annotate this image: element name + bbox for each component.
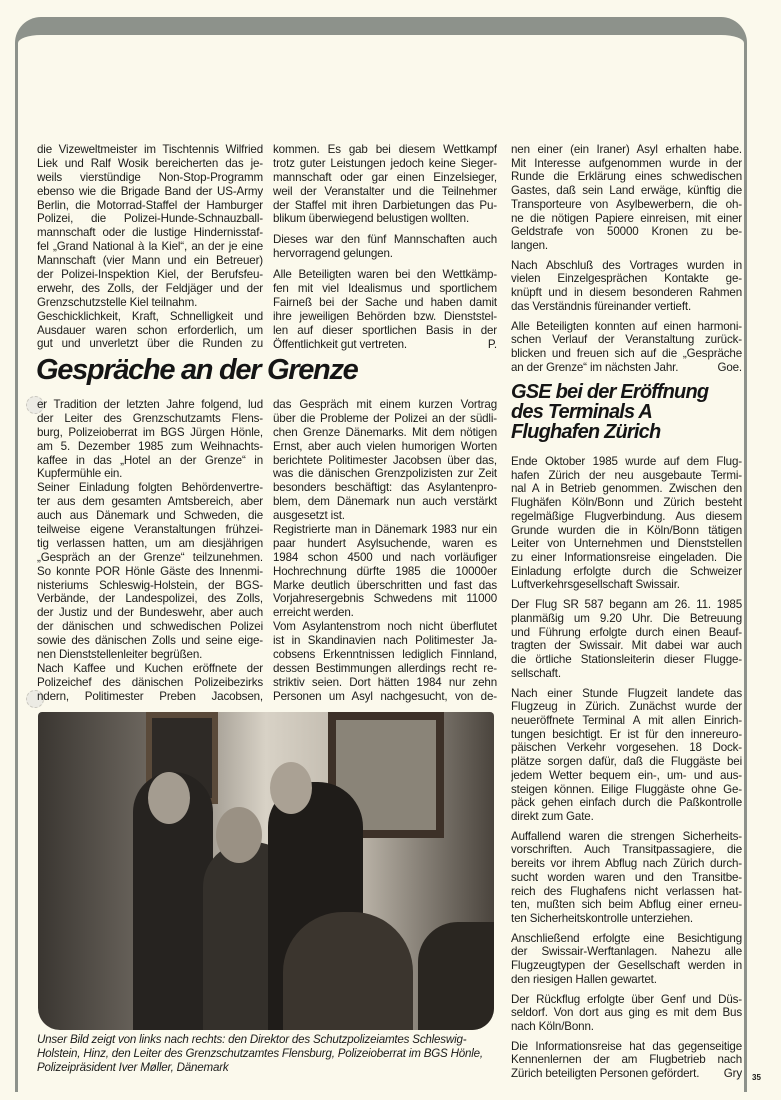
- text-line: paar hundert Asylsuchende, waren es: [273, 536, 497, 550]
- text-line: Gastes, daß sein Land erwäge, künftig die: [511, 184, 742, 198]
- text-line-content: Zürich beteiligten Personen gefördert.: [511, 1067, 700, 1081]
- text-line: Dieses war den fünf Mannschaften auch: [273, 233, 497, 247]
- text-line: Geschicklichkeit, Kraft, Schnelligkeit und: [37, 309, 263, 323]
- text-line: ten, mußten sich beim Abflug einer erneu-: [511, 898, 742, 912]
- text-line: was die dänischen Grenzpolizisten zur Zeit: [273, 467, 497, 481]
- text-line: [273, 338, 497, 352]
- text-line: regelmäßige Flugverbindung. Aus diesem: [511, 509, 742, 523]
- text-line: ter aus dem gesamten Amtsbereich, aber: [37, 495, 263, 509]
- text-line: vorschriften. Auch Transitpassagiere, die: [511, 843, 742, 857]
- text-line: tragten der Swissair. Mit dabei war auch: [511, 639, 742, 653]
- text-line: den riesigen Hallen gewartet.: [511, 972, 657, 986]
- text-line: cobsens Erkenntnissen lediglich Finnland,: [273, 648, 497, 662]
- text-line: ist in Skandinavien nach Politimester Ja-: [273, 634, 497, 648]
- text-line: mannschaft oder gar einen Einzelsieger,: [273, 170, 497, 184]
- text-line: das Verständnis füreinander vertieft.: [511, 299, 692, 313]
- text-line: planmäßig um 9.20 Uhr. Die Betreuung: [511, 611, 742, 625]
- text-line: Ausdauer waren schon erforderlich, um: [37, 323, 263, 337]
- text-line: zu einer Informationsreise eingeladen. Die: [511, 551, 742, 565]
- text-line: und Führung erfolgte durch einen Beauf-: [511, 625, 742, 639]
- text-line: Grenzschutzstelle Kiel teilnahm.: [37, 295, 198, 309]
- text-line: fel „Grand National à la Kiel“, an der je eine: [37, 240, 263, 254]
- text-line: besonders beschäftigt: das Asylantenpro-: [273, 481, 497, 495]
- text-line: nen einer (ein Iraner) Asyl erhalten habe.: [511, 143, 742, 156]
- person-head: [270, 762, 312, 814]
- text-line: kommen. Es gab bei diesem Wettkampf: [273, 143, 497, 156]
- text-line: Ernst, aber auch vielen humorigen Worten: [273, 439, 497, 453]
- text-line: plätze sorgen dafür, daß die Fluggäste bei: [511, 755, 742, 769]
- text-line: len auf dieser sportlichen Basis in der: [273, 323, 497, 337]
- text-line: burg, Polizeioberrat im BGS Jürgen Hönle,: [37, 425, 263, 439]
- top-column-2: [273, 143, 497, 358]
- text-line: seldorf. Von dort aus ging es mit dem Bus: [511, 1006, 742, 1020]
- paragraph: [511, 320, 742, 375]
- paragraph: [273, 398, 497, 523]
- paragraph: [511, 1040, 742, 1081]
- text-line: Vorjahresergebnis Schwedens mit 11000: [273, 592, 497, 606]
- person-foreground: [283, 912, 413, 1030]
- text-line: Berlin, die Motorrad-Staffel der Hamburger: [37, 198, 263, 212]
- headline-line: Flughafen Zürich: [511, 421, 661, 443]
- article-column-1: [37, 398, 263, 711]
- text-line: sowie des dänischen Zolls und seine eige-: [37, 634, 263, 648]
- text-line: Polizei, die Polizei-Hunde-Schnauzball-: [37, 212, 263, 226]
- text-line: dessen Bestimmungen allerdings recht re-: [273, 661, 497, 675]
- text-line: Transporteure von Asylbewerbern, die oh-: [511, 197, 742, 211]
- text-line: langen.: [511, 239, 548, 253]
- text-line: Geldstrafe von 50000 Kronen zu be-: [511, 225, 742, 239]
- text-line: 1984 schon 4500 und nach vorläufiger: [273, 550, 497, 564]
- text-line: bereits vor ihrem Abflug nach Zürich durch-: [511, 857, 742, 871]
- text-line-content: Öffentlichkeit gut vertreten.: [273, 337, 407, 351]
- paragraph: [511, 687, 742, 824]
- text-line: nisteriums Schleswig-Holstein, der BGS-: [37, 578, 263, 592]
- text-line: erreicht werden.: [273, 606, 354, 620]
- text-line: der Swissair-Werftanlagen. Nahezu alle: [511, 945, 742, 959]
- text-line: Mit Interesse aufgenommen wurde in der: [511, 156, 742, 170]
- text-line: Nach einer Stunde Flugzeit landete das: [511, 686, 742, 700]
- text-line: Kupfermühle ein.: [37, 467, 123, 481]
- article-2-column: [511, 455, 742, 1087]
- text-line: blikum überwiegend belustigen wollten.: [273, 212, 470, 226]
- headline-line: GSE bei der Eröffnung: [511, 381, 709, 403]
- text-line: päischen Verkehr vorgesehen. 18 Dock-: [511, 741, 742, 755]
- person-head: [216, 807, 262, 863]
- text-line: neueröffnete Terminal A mit allen Einrich-: [511, 713, 742, 727]
- text-line: Leiter von Unternehmen und Dienststellen: [511, 537, 742, 551]
- article-photo: [38, 712, 494, 1030]
- text-line: Nach Kaffee und Kuchen eröffnete der: [37, 661, 263, 675]
- text-line: Der Rückflug erfolgte über Genf und Düs-: [511, 992, 742, 1006]
- author-signature: Gry: [723, 1067, 742, 1081]
- text-line: gut und unverletzt über die Runden zu: [37, 337, 263, 351]
- person-far-right: [418, 922, 494, 1030]
- text-line: Alle Beteiligten konnten auf einen harmoni-: [511, 319, 742, 333]
- text-line: Die Informationsreise hat das gegenseitige: [511, 1039, 742, 1053]
- text-line: [511, 1067, 742, 1081]
- text-line-content: an der Grenze“ im nächsten Jahr.: [511, 360, 679, 374]
- text-line: ausgesetzt ist.: [273, 509, 345, 523]
- text-line: nach Köln/Bonn.: [511, 1020, 594, 1034]
- text-line: die örtliche Stationsleiterin dieser Flugge-: [511, 653, 742, 667]
- text-line: chen Grenze Dänemarks. Mit dem nötigen: [273, 425, 497, 439]
- text-line: knüpft und in diesem besonderen Rahmen: [511, 286, 742, 300]
- text-line: tig verlassen hatten, um am diesjährigen: [37, 536, 263, 550]
- text-line: der Polizei-Inspektion Kiel, der Berufsfeu-: [37, 268, 263, 282]
- paragraph: [511, 830, 742, 926]
- top-column-3: [511, 143, 742, 381]
- paragraph: [273, 143, 497, 226]
- author-signature: P.: [487, 337, 497, 351]
- text-line: päck gehen einfach durch die Paßkontrolle: [511, 796, 742, 810]
- paragraph: [273, 523, 497, 620]
- paragraph: [37, 662, 263, 704]
- paragraph: [37, 143, 263, 310]
- text-line: die Vizeweltmeister im Tischtennis Wilfried: [37, 143, 263, 156]
- text-line: auch aus Dänemark und Schweden, die: [37, 509, 263, 523]
- text-line: nal A in Betrieb genommen. Zwischen den: [511, 482, 742, 496]
- text-line: Registrierte man in Dänemark 1983 nur ein: [273, 523, 497, 537]
- top-column-1: [37, 143, 263, 358]
- text-line: hervorragend gelungen.: [273, 247, 393, 261]
- paragraph: [37, 481, 263, 662]
- text-line: weil der Veranstalter und die Teilnehmer: [273, 184, 497, 198]
- paragraph: [511, 598, 742, 680]
- text-line: Vom Asylantenstrom noch nicht überflutet: [273, 620, 497, 634]
- text-line: [511, 361, 742, 375]
- text-line: ne die nötigen Papiere einreisen, mit einer: [511, 211, 742, 225]
- paragraph: [511, 143, 742, 253]
- text-line: Einladung erfolgte durch die Schweizer: [511, 564, 742, 578]
- text-line: berichtete Politimester Jacobsen über das,: [273, 453, 497, 467]
- text-line: über die Probleme der Polizei an der südli-: [273, 411, 497, 425]
- text-line: ihre jeweiligen Behörden bzw. Dienststel-: [273, 309, 497, 323]
- paragraph: [511, 455, 742, 592]
- text-line: Ende Oktober 1985 wurde auf dem Flug-: [511, 455, 742, 468]
- text-line: nen Dienststellenleiter begrüßen.: [37, 648, 203, 662]
- text-line: „Gespräch an der Grenze“ teilzunehmen.: [37, 550, 263, 564]
- article-headline: Gespräche an der Grenze: [36, 354, 358, 386]
- headline-line: des Terminals A: [511, 401, 653, 423]
- paragraph: [37, 398, 263, 481]
- person-head: [148, 772, 190, 824]
- paragraph: [511, 932, 742, 987]
- text-line: ebenso wie die Brigade Band der US-Army: [37, 184, 263, 198]
- text-line: reich des Flughafens nicht verlassen hat-: [511, 884, 742, 898]
- page-number: 35: [752, 1073, 761, 1082]
- text-line: steigen können. Eilige Fluggäste ohne Ge-: [511, 782, 742, 796]
- paragraph: [273, 268, 497, 351]
- text-line: kaffee in das „Hotel an der Grenze“ in: [37, 453, 263, 467]
- text-line: sucht worden waren und den Transitbe-: [511, 870, 742, 884]
- text-line: Der Flug SR 587 begann am 26. 11. 1985: [511, 598, 742, 612]
- text-line: er Tradition der letzten Jahre folgend, lud: [37, 398, 263, 411]
- text-line: Runde die Erklärung eines schwedischen: [511, 170, 742, 184]
- paragraph: [37, 310, 263, 352]
- text-line: blem, dem Dänemark nun auch verstärkt: [273, 495, 497, 509]
- text-line: tungen besichtigt. Er ist für den innereuro-: [511, 727, 742, 741]
- text-line: Luftverkehrsgesellschaft Swissair.: [511, 578, 680, 592]
- text-line: Anschließend erfolgte eine Besichtigung: [511, 931, 742, 945]
- text-line: jedem Wetter bequem ein-, um- und aus-: [511, 768, 742, 782]
- text-line: Polizeichef des dänischen Polizeibezirks: [37, 675, 263, 689]
- text-line: der Leiter des Grenzschutzamts Flens-: [37, 411, 263, 425]
- text-line: erwehr, des Zolls, der Feldjäger und der: [37, 281, 263, 295]
- text-line: Mannschaft (vier Mann und ein Betreuer): [37, 254, 263, 268]
- text-line: Alle Beteiligten waren bei den Wettkämp-: [273, 268, 497, 282]
- text-line: Auffallend waren die strengen Sicherheits-: [511, 829, 742, 843]
- paragraph: [273, 233, 497, 261]
- text-line: direkt zum Gate.: [511, 809, 594, 823]
- text-line: am 5. Dezember 1985 zum Weihnachts-: [37, 439, 263, 453]
- text-line: So konnte POR Hönle Gäste des Innenmi-: [37, 564, 263, 578]
- text-line: der Staffel mit ihren Darbietungen das Pu-: [273, 198, 497, 212]
- text-line: Seiner Einladung folgten Behördenvertre-: [37, 481, 263, 495]
- text-line: Grunde wurden die in Köln/Bonn tätigen: [511, 523, 742, 537]
- text-line: Hochrechnung dürfte 1985 die 10000er: [273, 564, 497, 578]
- paragraph: [511, 993, 742, 1034]
- text-line: Nach Abschluß des Vortrages wurden in: [511, 258, 742, 272]
- text-line: das Gespräch mit einem kurzen Vortrag: [273, 398, 497, 411]
- article-2-headline: [511, 382, 708, 442]
- paragraph: [273, 620, 497, 703]
- text-line: sellschaft.: [511, 666, 561, 680]
- text-line: Verbände, der Landespolizei, des Zolls,: [37, 592, 263, 606]
- text-line: striktiv seien. Dort hätten 1984 nur zehn: [273, 675, 497, 689]
- text-line: Marke deutlich überschritten und fast das: [273, 578, 497, 592]
- author-signature: Goe.: [717, 360, 742, 374]
- text-line: Liek und Ralf Wosik bereicherten das je-: [37, 156, 263, 170]
- text-line: fen mit viel Idealismus und sportlichem: [273, 282, 497, 296]
- text-line: hafen Zürich der neu ausgebaute Termi-: [511, 468, 742, 482]
- text-line: mannschaft oder die lustige Hindernisstaf-: [37, 226, 263, 240]
- text-line: Personen um Asyl nachgesucht, von de-: [273, 689, 497, 703]
- text-line: ten Sicherheitskontrolle unterziehen.: [511, 912, 693, 925]
- paragraph: [511, 259, 742, 314]
- text-line: vielen Einzelgesprächen Kontakte ge-: [511, 272, 742, 286]
- text-line: schen Verlauf der Veranstaltung zurück-: [511, 333, 742, 347]
- text-line: Flugzeugtypen der Gesellschaft werden in: [511, 959, 742, 973]
- text-line: weils vierstündige Non-Stop-Programm: [37, 170, 263, 184]
- text-line: Kennenlernen der am Flugbetrieb nach: [511, 1053, 742, 1067]
- text-line: der Justiz und der Bundeswehr, aber auch: [37, 606, 263, 620]
- text-line: trotz guter Leistungen jedoch keine Sieger-: [273, 156, 497, 170]
- article-column-2: [273, 398, 497, 711]
- text-line: blicken und freuen sich auf die „Gespräche: [511, 347, 742, 361]
- text-line: Flugzeug in Zürich. Zunächst wurde der: [511, 700, 742, 714]
- text-line: Fairneß bei der Sache und haben damit: [273, 295, 497, 309]
- text-line: ndern, Politimester Preben Jacobsen,: [37, 689, 263, 703]
- text-line: teilweise eigene Veranstaltungen frühzei-: [37, 523, 263, 537]
- text-line: der dänischen und schwedischen Polizei: [37, 620, 263, 634]
- photo-caption: Unser Bild zeigt von links nach rechts: den Direktor des Schutzpolizeiamtes Schleswig-Holstein, Hinz, den Leiter des Grenzschutzamtes Flensburg, Polizeioberrat im BGS Hönle, Polizeipräsident Iver Møller, Dänemark: [37, 1033, 483, 1074]
- text-line: Flughäfen Köln/Bonn und Zürich besteht: [511, 496, 742, 510]
